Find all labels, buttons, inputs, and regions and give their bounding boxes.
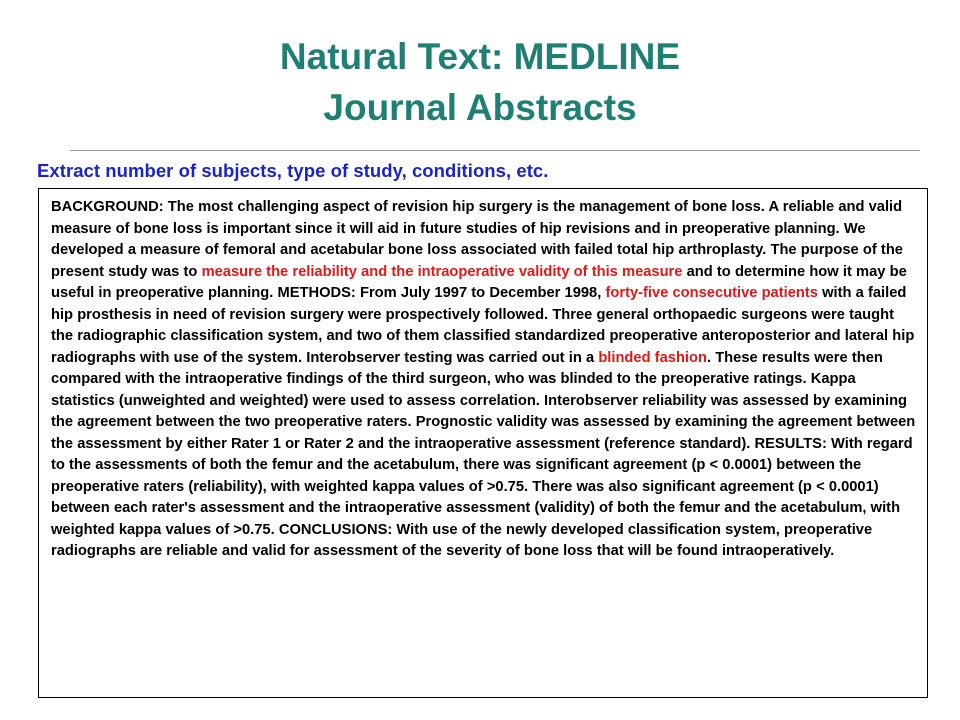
abstract-box <box>38 188 928 698</box>
highlighted-phrase-subjects: forty-five consecutive patients <box>605 285 818 301</box>
abstract-text-segment: with a failed hip prosthesis in need of revision surgery were prospectively followed. Three general orthopaedic surgeons were taught the radiographic classification system, and two of them classified standardized preoperative anteroposterior and lateral hip radiographs with use of the system. Interobserver testing was carried out in a <box>51 285 915 366</box>
highlighted-phrase-study-type: blinded fashion <box>598 349 707 366</box>
abstract-text-segment: and to determine how it may be useful in preoperative planning. METHODS: From July 1997 to December 1998, <box>51 263 907 301</box>
slide-title-line-2: Journal Abstracts <box>323 87 637 128</box>
abstract-text <box>51 197 919 563</box>
slide-subtitle: Extract number of subjects, type of study, conditions, etc. <box>37 160 549 181</box>
highlighted-phrase-study-purpose: measure the reliability and the intraoperative validity of this measure <box>201 263 683 280</box>
slide-title-line-1: Natural Text: MEDLINE <box>279 36 681 77</box>
abstract-text-segment: . These results were then compared with the intraoperative findings of the third surgeon, who was blinded to the preoperative ratings. Kappa statistics (unweighted and weighted) were used to assess correlation. Interobserver reliability was assessed by examining the agreement between the two preoperative raters. Prognostic validity was assessed by examining the agreement between the assessment by either Rater 1 or Rater 2 and the intraoperative assessment (reference standard). RESULTS: With regard to the assessments of both the femur and the acetabulum, there was significant agreement (p < 0.0001) between the preoperative raters (reliability), with weighted kappa values of >0.75. There was also significant agreement (p < 0.0001) between each rater's assessment and the intraoperative assessment (validity) of both the femur and the acetabulum, with weighted kappa values of >0.75. CONCLUSIONS: With use of the newly developed classification system, preoperative radiographs are reliable and valid for assessment of the severity of bone loss that will be found intraoperatively. <box>51 349 916 559</box>
title-divider <box>70 150 920 151</box>
abstract-text-segment: BACKGROUND: The most challenging aspect of revision hip surgery is the management of bone loss. A reliable and valid measure of bone loss is important since it will aid in future studies of hip revisions and in preoperative planning. We developed a measure of femoral and acetabular bone loss associated with failed total hip arthroplasty. The purpose of the present study was to <box>51 199 903 280</box>
